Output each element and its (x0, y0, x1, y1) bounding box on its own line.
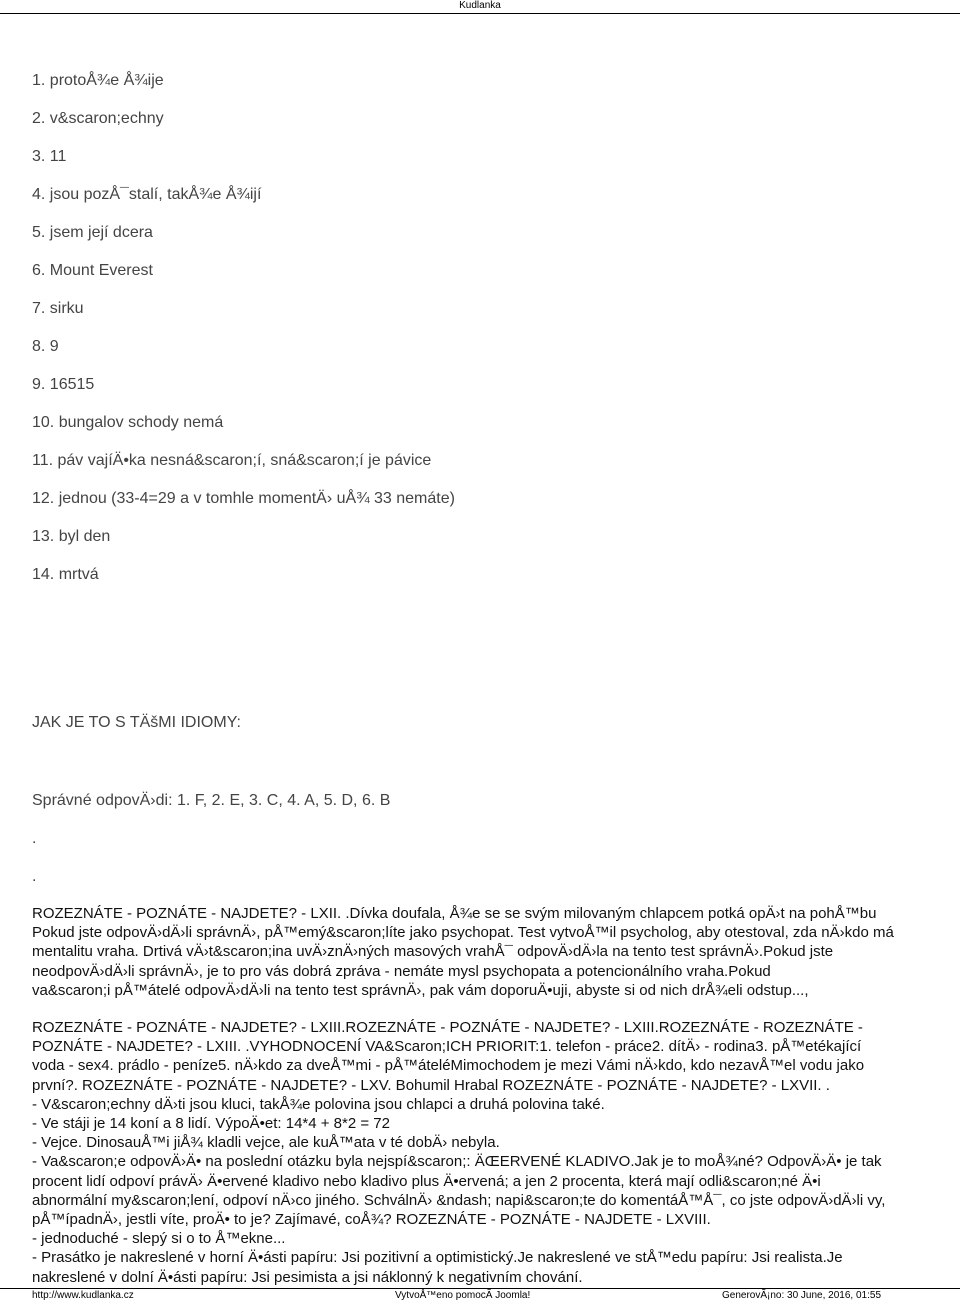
footer-credit: VytvoÅ™eno pomocÃ Joomla! (395, 1290, 531, 1301)
body-line: procent lidí odpoví právÄ› Ä•ervené kladivo nebo kladivo plus Ä•ervená; a jen 2 procenta, která mají odli&scaron;né Ä•i (32, 1172, 821, 1190)
footer-divider (0, 1288, 960, 1289)
body-line: - V&scaron;echny dÄ›ti jsou kluci, takÅ¾e polovina jsou chlapci a druhá polovina také. (32, 1095, 605, 1113)
page-header (0, 0, 960, 12)
list-item: 1. protoÅ¾e Å¾ije (32, 72, 164, 89)
list-item: 13. byl den (32, 528, 111, 545)
list-item: 14. mrtvá (32, 566, 99, 583)
body-line: va&scaron;i pÅ™átelé odpovÄ›dÄ›li na tento test správnÄ›, pak vám doporuÄ•uji, abyste si od nich drÅ¾eli odstup..., (32, 981, 809, 999)
list-item: 10. bungalov schody nemá (32, 414, 224, 431)
body-line: - Va&scaron;e odpovÄ›Ä• na poslední otázku byla nejspí&scaron;: ÄŒERVENÉ KLADIVO.Jak je to moÅ¾né? OdpovÄ›Ä• je tak (32, 1153, 882, 1171)
idioms-heading: JAK JE TO S TÄšMI IDIOMY: (32, 714, 241, 731)
body-line: první?. ROZEZNÁTE - POZNÁTE - NAJDETE? - LXV. Bohumil Hrabal ROZEZNÁTE - POZNÁTE - NAJDETE? - LXVII. . (32, 1076, 830, 1094)
body-line: - Prasátko je nakreslené v horní Ä•ásti papíru: Jsi pozitivní a optimistický.Je nakreslené ve stÅ™edu papíru: Jsi realista.Je (32, 1249, 843, 1267)
list-item: 12. jednou (33-4=29 a v tomhle momentÄ› uÅ¾ 33 nemáte) (32, 490, 455, 507)
list-item: 11. páv vajíÄ•ka nesná&scaron;í, sná&scaron;í je pávice (32, 452, 432, 469)
list-item: 5. jsem její dcera (32, 224, 153, 241)
paragraph-gap (32, 1000, 960, 1018)
list-item: 4. jsou pozÅ¯stalí, takÅ¾e Å¾ijí (32, 186, 262, 203)
list-item: 8. 9 (32, 338, 59, 355)
answer-list (32, 70, 455, 602)
article-body (32, 904, 960, 1287)
body-line: - Vejce. DinosauÅ™i jiÅ¾ kladli vejce, ale kuÅ™ata v té dobÄ› nebyla. (32, 1134, 500, 1152)
list-item: 6. Mount Everest (32, 262, 153, 279)
body-line: abnormální my&scaron;lení, odpoví nÄ›co jiného. SchválnÄ› &ndash; napi&scaron;te do komentáÅ™Å¯, co jste odpovÄ›dÄ›li vy, (32, 1191, 886, 1209)
body-line: nakreslené v dolní Ä•ásti papíru: Jsi pesimista a jsi náklonný k negativním chování. (32, 1268, 583, 1286)
body-line: POZNÁTE - NAJDETE? - LXIII. .VYHODNOCENÍ VA&Scaron;ICH PRIORIT:1. telefon - práce2. dítÄ› - rodina3. pÅ™etékající (32, 1038, 862, 1056)
body-line: voda - sex4. prádlo - peníze5. nÄ›kdo za dveÅ™mi - pÅ™áteléMimochodem je mezi Vámi nÄ›kdo, kdo nezavÅ™el vodu jako (32, 1057, 865, 1075)
body-line: pÅ™ípadnÄ›, jestli víte, proÄ• to je? Zajímavé, coÅ¾? ROZEZNÁTE - POZNÁTE - NAJDETE - LXVIII. (32, 1211, 711, 1229)
body-line: Pokud jste odpovÄ›dÄ›li správnÄ›, pÅ™emý&scaron;líte jako psychopat. Test vytvoÅ™il psycholog, aby otestoval, zda nÄ›kdo má (32, 924, 894, 942)
header-divider (0, 13, 960, 14)
footer-generated: GenerovÃ¡no: 30 June, 2016, 01:55 (722, 1290, 882, 1301)
body-line: ROZEZNÁTE - POZNÁTE - NAJDETE? - LXII. .Dívka doufala, Å¾e se se svým milovaným chlapcem potká opÄ›t na pohÅ™bu (32, 905, 877, 922)
body-line: - jednoduché - slepý si o to Å™ekne... (32, 1230, 286, 1248)
page-footer (0, 1290, 960, 1303)
body-line: ROZEZNÁTE - POZNÁTE - NAJDETE? - LXIII.ROZEZNÁTE - POZNÁTE - NAJDETE? - LXIII.ROZEZNÁTE - ROZEZNÁTE - (32, 1019, 863, 1037)
footer-url: http://www.kudlanka.cz (32, 1290, 134, 1301)
body-line: neodpovÄ›dÄ›li správnÄ›, je to pro vás dobrá zpráva - nemáte mysl psychopata a potencionálního vraha.Pokud (32, 962, 771, 980)
body-line: - Ve stáji je 14 koní a 8 lidí. VýpoÄ•et: 14*4 + 8*2 = 72 (32, 1115, 390, 1133)
site-title: Kudlanka (459, 0, 501, 11)
list-item: 9. 16515 (32, 376, 95, 393)
separator-dot: . (32, 830, 37, 847)
list-item: 3. 11 (32, 148, 67, 165)
list-item: 7. sirku (32, 300, 84, 317)
idioms-answers: Správné odpovÄ›di: 1. F, 2. E, 3. C, 4. A, 5. D, 6. B (32, 792, 391, 809)
list-item: 2. v&scaron;echny (32, 110, 164, 127)
separator-dot: . (32, 868, 37, 885)
body-line: mentalitu vraha. Drtivá vÄ›t&scaron;ina uvÄ›znÄ›ných masových vrahÅ¯ odpovÄ›dÄ›la na tento test správnÄ›.Pokud jste (32, 943, 834, 961)
